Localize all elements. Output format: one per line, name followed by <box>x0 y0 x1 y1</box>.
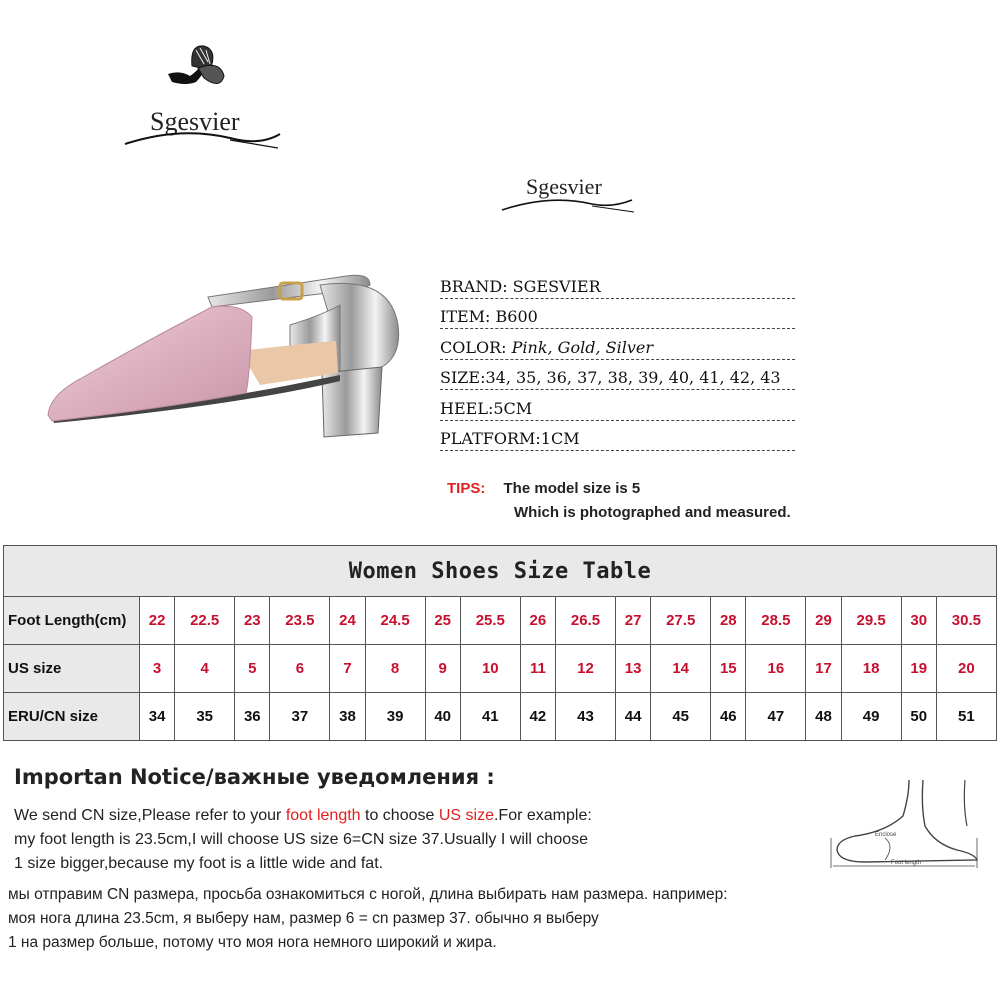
size-cell: 49 <box>841 693 901 741</box>
size-cell: 48 <box>806 693 841 741</box>
spec-value: 1CM <box>540 429 580 448</box>
size-table-row <box>4 693 997 741</box>
foot-length-highlight: foot length <box>285 807 361 824</box>
size-row-header: ERU/CN size <box>4 693 140 741</box>
size-cell: 40 <box>425 693 460 741</box>
spec-row <box>440 268 795 299</box>
size-cell: 50 <box>901 693 936 741</box>
notice-text: to choose <box>360 807 439 824</box>
tips-label: TIPS: <box>447 480 486 497</box>
size-cell: 28.5 <box>746 597 806 645</box>
spec-row <box>440 390 795 421</box>
size-cell: 27.5 <box>651 597 711 645</box>
size-cell: 23.5 <box>270 597 330 645</box>
spec-label: SIZE: <box>440 368 486 387</box>
spec-value: 34, 35, 36, 37, 38, 39, 40, 41, 42, 43 <box>485 368 781 387</box>
size-cell: 47 <box>746 693 806 741</box>
size-cell: 43 <box>555 693 615 741</box>
foot-measure-diagram <box>825 776 985 871</box>
size-cell: 17 <box>806 645 841 693</box>
spec-value: Pink, Gold, Silver <box>511 337 653 357</box>
size-cell: 24.5 <box>365 597 425 645</box>
size-cell: 51 <box>936 693 996 741</box>
size-table-title: Women Shoes Size Table <box>4 546 997 597</box>
shoe-product-image <box>40 255 410 455</box>
size-cell: 44 <box>616 693 651 741</box>
notice-en-line-3: 1 size bigger,because my foot is a little wide and fat. <box>14 855 384 872</box>
size-cell: 29 <box>806 597 841 645</box>
foot-length-label: Foot length <box>891 860 922 866</box>
size-cell: 4 <box>175 645 235 693</box>
size-cell: 26 <box>520 597 555 645</box>
tips-line-1: The model size is 5 <box>503 480 641 497</box>
size-cell: 38 <box>330 693 365 741</box>
size-cell: 24 <box>330 597 365 645</box>
notice-russian <box>8 883 728 955</box>
size-cell: 23 <box>235 597 270 645</box>
spec-label: PLATFORM: <box>440 429 541 448</box>
size-table-row <box>4 645 997 693</box>
spec-value: SGESVIER <box>512 276 601 296</box>
size-cell: 35 <box>175 693 235 741</box>
size-cell: 29.5 <box>841 597 901 645</box>
notice-english <box>14 804 592 876</box>
size-cell: 27 <box>616 597 651 645</box>
size-cell: 41 <box>460 693 520 741</box>
spec-label: BRAND: <box>440 276 513 296</box>
size-cell: 42 <box>520 693 555 741</box>
spec-row <box>440 360 795 391</box>
notice-title: Importan Notice/важные уведомления : <box>14 765 495 789</box>
size-cell: 12 <box>555 645 615 693</box>
spec-value: B600 <box>495 307 538 326</box>
notice-ru-line-3: 1 на размер больше, потому что моя нога немного широкий и жира. <box>8 934 497 951</box>
size-cell: 14 <box>651 645 711 693</box>
size-cell: 25.5 <box>460 597 520 645</box>
spec-value: 5CM <box>493 398 533 418</box>
size-cell: 16 <box>746 645 806 693</box>
notice-text: .For example: <box>493 807 592 824</box>
spec-label: ITEM: <box>440 307 496 326</box>
size-cell: 9 <box>425 645 460 693</box>
size-cell: 6 <box>270 645 330 693</box>
spec-row <box>440 421 795 452</box>
size-cell: 22 <box>140 597 175 645</box>
size-cell: 37 <box>270 693 330 741</box>
size-cell: 28 <box>711 597 746 645</box>
size-cell: 13 <box>616 645 651 693</box>
notice-text: We send CN size,Please refer to your <box>14 807 286 824</box>
size-cell: 3 <box>140 645 175 693</box>
size-cell: 20 <box>936 645 996 693</box>
size-row-header: Foot Length(cm) <box>4 597 140 645</box>
size-cell: 46 <box>711 693 746 741</box>
tips-block <box>447 480 791 521</box>
size-cell: 36 <box>235 693 270 741</box>
spec-label: COLOR: <box>440 337 512 357</box>
enclose-label: Enclose <box>875 832 897 838</box>
brand-logo <box>120 42 290 162</box>
notice-ru-line-2: моя нога длина 23.5cm, я выберу нам, размер 6 = cn размер 37. обычно я выберу <box>8 910 599 927</box>
brand-logo-text: Sgesvier <box>150 107 240 136</box>
size-cell: 30 <box>901 597 936 645</box>
size-cell: 19 <box>901 645 936 693</box>
size-cell: 34 <box>140 693 175 741</box>
size-cell: 25 <box>425 597 460 645</box>
brand-logo-small <box>500 168 640 218</box>
size-cell: 5 <box>235 645 270 693</box>
size-cell: 8 <box>365 645 425 693</box>
size-table <box>3 545 997 741</box>
size-row-header: US size <box>4 645 140 693</box>
notice-ru-line-1: мы отправим CN размера, просьба ознакомиться с ногой, длина выбирать нам размера. например: <box>8 886 728 903</box>
size-cell: 39 <box>365 693 425 741</box>
spec-row <box>440 299 795 330</box>
size-cell: 10 <box>460 645 520 693</box>
us-size-highlight: US size <box>438 807 494 824</box>
product-spec-list <box>440 268 795 451</box>
size-cell: 18 <box>841 645 901 693</box>
size-cell: 26.5 <box>555 597 615 645</box>
tips-line-2: Which is photographed and measured. <box>514 504 791 521</box>
size-cell: 45 <box>651 693 711 741</box>
size-cell: 11 <box>520 645 555 693</box>
size-cell: 30.5 <box>936 597 996 645</box>
spec-row <box>440 329 795 360</box>
size-cell: 15 <box>711 645 746 693</box>
svg-text:Sgesvier: Sgesvier <box>526 174 602 199</box>
size-cell: 7 <box>330 645 365 693</box>
size-table-row <box>4 597 997 645</box>
size-cell: 22.5 <box>175 597 235 645</box>
spec-label: HEEL: <box>440 398 494 418</box>
notice-en-line-2: my foot length is 23.5cm,I will choose US size 6=CN size 37.Usually I will choose <box>14 831 589 848</box>
